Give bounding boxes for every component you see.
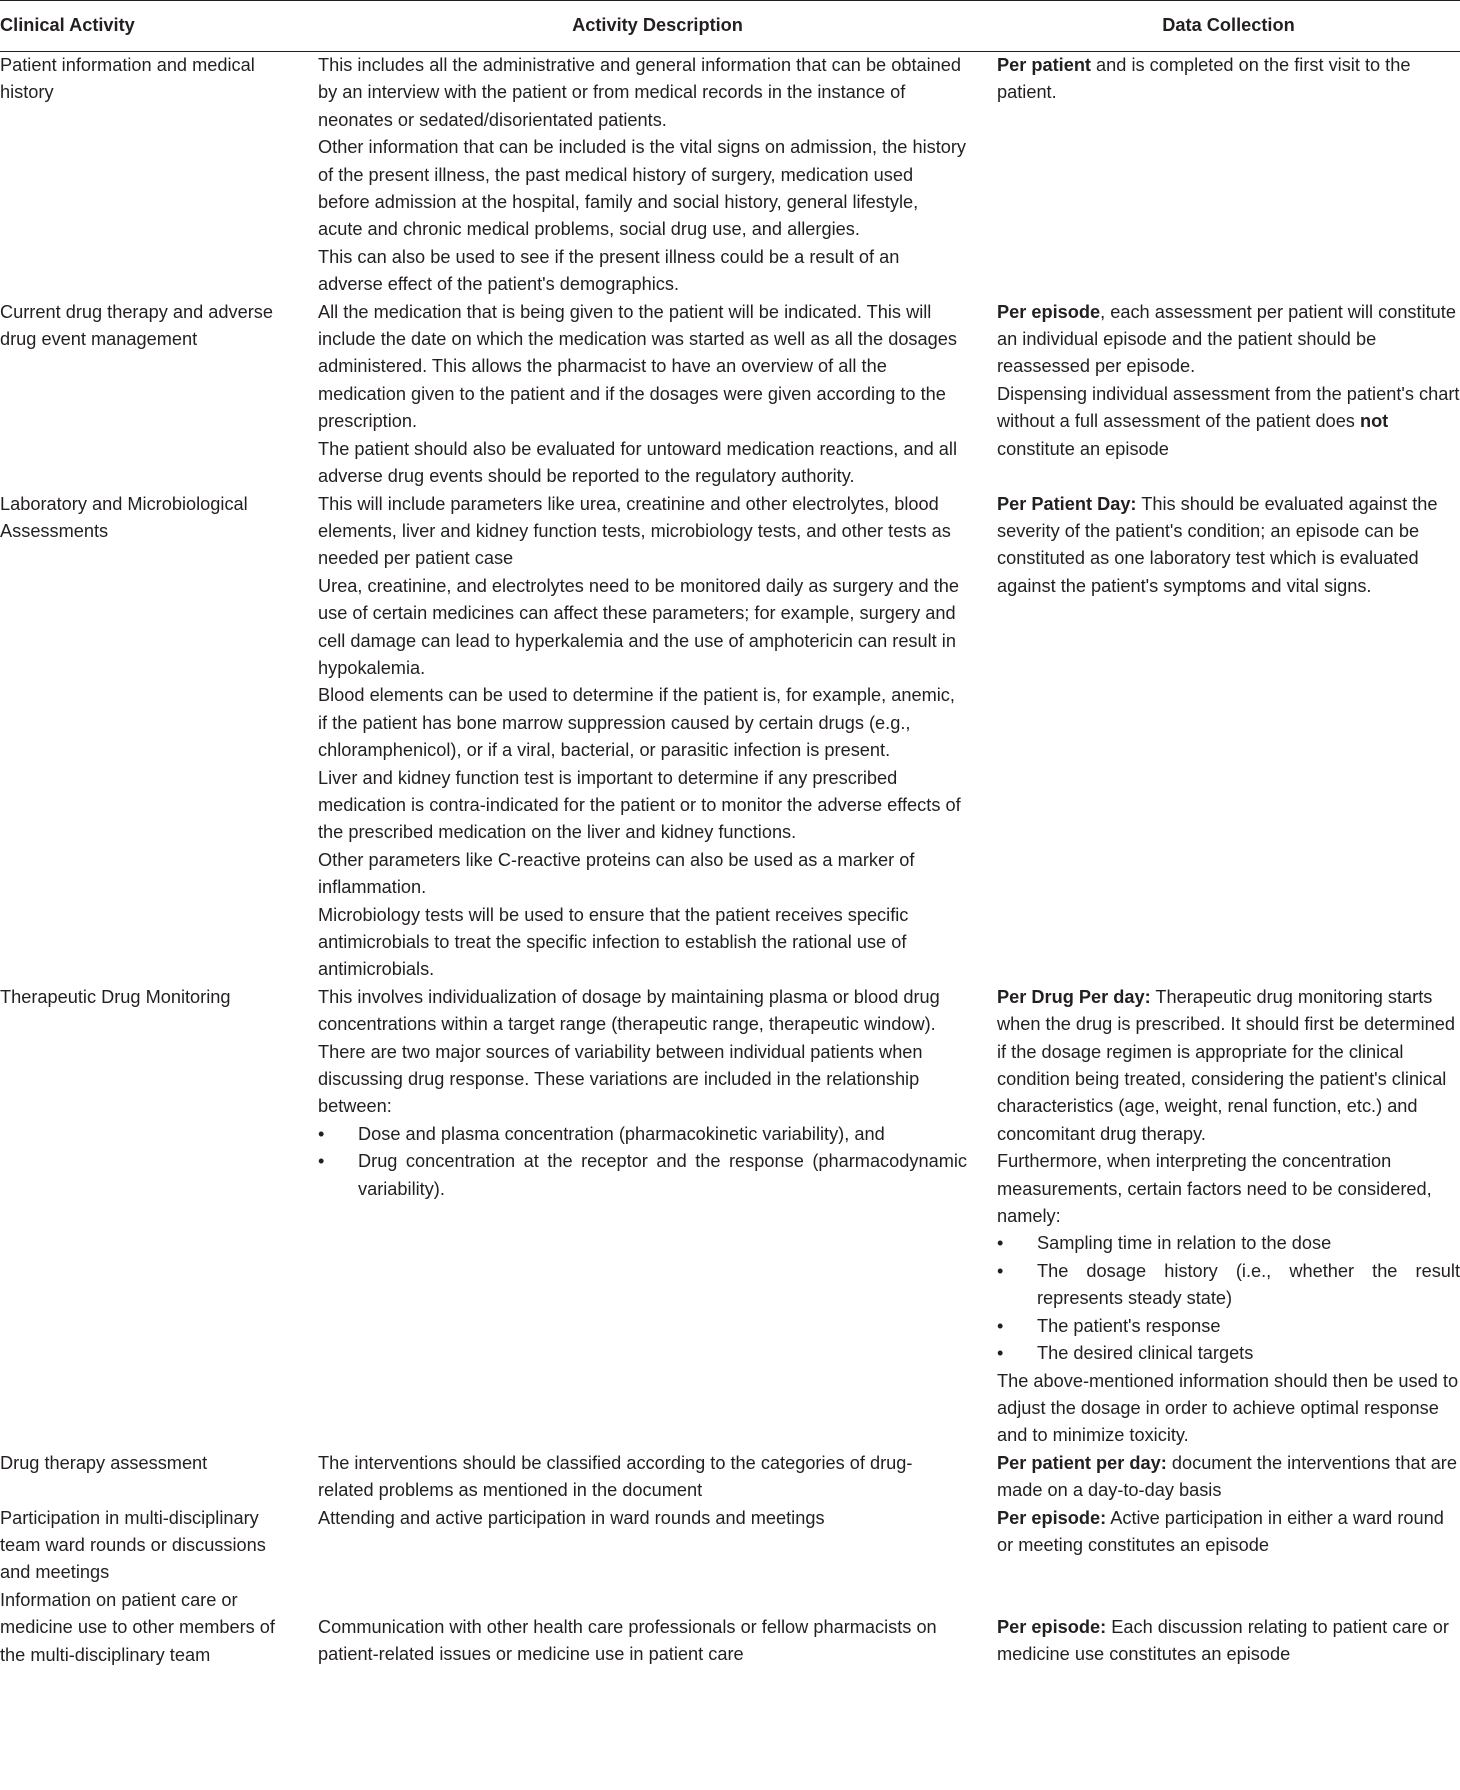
collection-paragraph	[997, 52, 1460, 107]
collection-text: Each discussion relating to patient care or medicine use constitutes an episode	[997, 1616, 1449, 1665]
collection-paragraph	[997, 299, 1460, 381]
collection-text: This should be evaluated against the severity of the patient's condition; an episode can be constituted as one laboratory test which is evaluated against the patient's symptoms and vital signs.	[997, 493, 1438, 596]
list-item	[318, 1121, 967, 1148]
description-paragraph: Other information that can be included is the vital signs on admission, the history of the present illness, the past medical history of surgery, medication used before admission at the hospital, family and social history, general lifestyle, acute and chronic medical problems, social drug use, and allergies.	[318, 137, 967, 240]
collection-cell	[997, 491, 1460, 984]
collection-cell	[997, 984, 1460, 1450]
collection-bullet-list	[997, 1230, 1460, 1367]
collection-paragraph: The above-mentioned information should then be used to adjust the dosage in order to achieve optimal response and to minimize toxicity.	[997, 1370, 1459, 1446]
collection-text: , each assessment per patient will constitute an individual episode and the patient should be reassessed per episode.	[997, 301, 1456, 377]
bullet-text: Drug concentration at the receptor and the response (pharmacodynamic variability).	[358, 1151, 967, 1199]
collection-cell	[997, 1450, 1460, 1505]
description-paragraph: Attending and active participation in ward rounds and meetings	[318, 1507, 825, 1528]
description-paragraph: Other parameters like C-reactive proteins can also be used as a marker of inflammation.	[318, 849, 915, 898]
description-cell	[318, 1450, 997, 1505]
list-item	[997, 1313, 1460, 1340]
description-cell	[318, 299, 997, 491]
collection-paragraph	[997, 1614, 1460, 1669]
description-paragraph: This will include parameters like urea, creatinine and other electrolytes, blood elements, liver and kidney function tests, microbiology tests, and other tests as needed per patient case	[318, 493, 951, 569]
header-clinical-activity: Clinical Activity	[0, 1, 318, 52]
activity-cell: Therapeutic Drug Monitoring	[0, 986, 231, 1007]
description-paragraph: This involves individualization of dosage by maintaining plasma or blood drug concentrations within a target range (therapeutic range, therapeutic window). There are two major sources of variability between individual patients when discussing drug response. These variations are included in the relationship between:	[318, 986, 940, 1117]
collection-text: and is completed on the first visit to the patient.	[997, 55, 1411, 103]
description-paragraph: Communication with other health care professionals or fellow pharmacists on patient-related issues or medicine use in patient care	[318, 1616, 937, 1665]
description-bullet-list	[318, 1121, 967, 1203]
header-data-collection: Data Collection	[997, 1, 1460, 52]
collection-paragraph	[997, 1450, 1460, 1505]
table-body	[0, 52, 1460, 1669]
collection-paragraph	[997, 491, 1460, 601]
activity-cell: Laboratory and Microbiological Assessments	[0, 493, 248, 541]
collection-text: Dispensing individual assessment from the patient's chart without a full assessment of the patient does	[997, 383, 1460, 432]
collection-paragraph	[997, 1505, 1460, 1560]
collection-cell	[997, 52, 1460, 299]
bullet-text: Sampling time in relation to the dose	[1037, 1233, 1332, 1254]
collection-text: constitute an episode	[997, 438, 1169, 459]
description-paragraph: The interventions should be classified according to the categories of drug-related problems as mentioned in the document	[318, 1452, 913, 1501]
collection-text: document the interventions that are made on a day-to-day basis	[997, 1452, 1457, 1501]
list-item	[997, 1230, 1460, 1257]
description-cell	[318, 984, 997, 1450]
header-row	[0, 1, 1460, 52]
list-item	[318, 1148, 967, 1203]
description-cell	[318, 1587, 997, 1669]
collection-paragraph	[997, 381, 1460, 463]
bullet-icon: •	[318, 1151, 325, 1172]
bullet-icon: •	[997, 1315, 1004, 1336]
bullet-text: Dose and plasma concentration (pharmacokinetic variability), and	[358, 1123, 885, 1144]
bullet-text: The patient's response	[1037, 1315, 1221, 1336]
description-cell	[318, 1505, 997, 1587]
activity-cell: Information on patient care or medicine use to other members of the multi-disciplinary team	[0, 1589, 275, 1665]
description-paragraph: Blood elements can be used to determine if the patient is, for example, anemic, if the patient has bone marrow suppression caused by certain drugs (e.g., chloramphenicol), or if a viral, bacterial, or parasitic infection is present.	[318, 685, 955, 761]
description-paragraph: Microbiology tests will be used to ensure that the patient receives specific antimicrobials to treat the specific infection to establish the rational use of antimicrobials.	[318, 904, 909, 980]
collection-bold-label: Per episode	[997, 301, 1101, 322]
collection-bold-label: Per Drug Per day:	[997, 986, 1151, 1007]
collection-bold-label: Per episode:	[997, 1507, 1107, 1528]
table-header	[0, 1, 1460, 52]
collection-cell	[997, 1505, 1460, 1587]
description-paragraph: All the medication that is being given to the patient will be indicated. This will include the date on which the medication was started as well as all the dosages administered. This allows the pharmacist to have an overview of all the medication given to the patient and if the dosages were given according to the prescription.	[318, 301, 957, 432]
bullet-text: The dosage history (i.e., whether the result represents steady state)	[1037, 1260, 1460, 1309]
collection-bold-label: Per patient per day:	[997, 1452, 1167, 1473]
description-paragraph: This can also be used to see if the present illness could be a result of an adverse effect of the patient's demographics.	[318, 246, 900, 295]
table-row	[0, 52, 1460, 299]
description-paragraph: Liver and kidney function test is important to determine if any prescribed medication is contra-indicated for the patient or to monitor the adverse effects of the prescribed medication on the liver and kidney functions.	[318, 767, 961, 843]
collection-cell	[997, 299, 1460, 491]
table-row	[0, 1587, 1460, 1669]
collection-text: Therapeutic drug monitoring starts when the drug is prescribed. It should first be determined if the dosage regimen is appropriate for the clinical condition being treated, considering the patient's clinical characteristics (age, weight, renal function, etc.) and concomitant drug therapy.	[997, 986, 1455, 1144]
collection-bold-label: Per patient	[997, 55, 1091, 75]
collection-cell	[997, 1587, 1460, 1669]
activity-cell: Participation in multi-disciplinary team ward rounds or discussions and meetings	[0, 1507, 266, 1583]
activity-cell: Patient information and medical history	[0, 55, 255, 103]
collection-bold-label: Per episode:	[997, 1616, 1107, 1637]
bullet-text: The desired clinical targets	[1037, 1343, 1254, 1364]
table-row	[0, 1450, 1460, 1505]
bullet-icon: •	[997, 1233, 1004, 1254]
collection-paragraph	[997, 984, 1460, 1148]
activity-cell: Drug therapy assessment	[0, 1452, 208, 1473]
collection-bold-label: Per Patient Day:	[997, 493, 1137, 514]
collection-bold-label: not	[1359, 411, 1389, 432]
table-row	[0, 491, 1460, 984]
list-item	[997, 1258, 1460, 1313]
table-row	[0, 984, 1460, 1450]
table-row	[0, 299, 1460, 491]
bullet-icon: •	[318, 1123, 325, 1144]
activity-cell: Current drug therapy and adverse drug event management	[0, 301, 273, 350]
description-paragraph: This includes all the administrative and general information that can be obtained by an interview with the patient or from medical records in the instance of neonates or sedated/disorientated patients.	[318, 55, 962, 130]
collection-paragraph: Furthermore, when interpreting the concentration measurements, certain factors need to be considered, namely:	[997, 1151, 1432, 1227]
description-cell	[318, 491, 997, 984]
bullet-icon: •	[997, 1343, 1004, 1364]
table-row	[0, 1505, 1460, 1587]
description-cell	[318, 52, 997, 299]
description-paragraph: Urea, creatinine, and electrolytes need to be monitored daily as surgery and the use of certain medicines can affect these parameters; for example, surgery and cell damage can lead to hyperkalemia and the use of amphotericin can result in hypokalemia.	[318, 575, 959, 678]
list-item	[997, 1340, 1460, 1367]
collection-text: Active participation in either a ward round or meeting constitutes an episode	[997, 1507, 1444, 1555]
description-paragraph: The patient should also be evaluated for untoward medication reactions, and all adverse drug events should be reported to the regulatory authority.	[318, 438, 957, 487]
header-activity-description: Activity Description	[318, 1, 997, 52]
bullet-icon: •	[997, 1260, 1004, 1281]
